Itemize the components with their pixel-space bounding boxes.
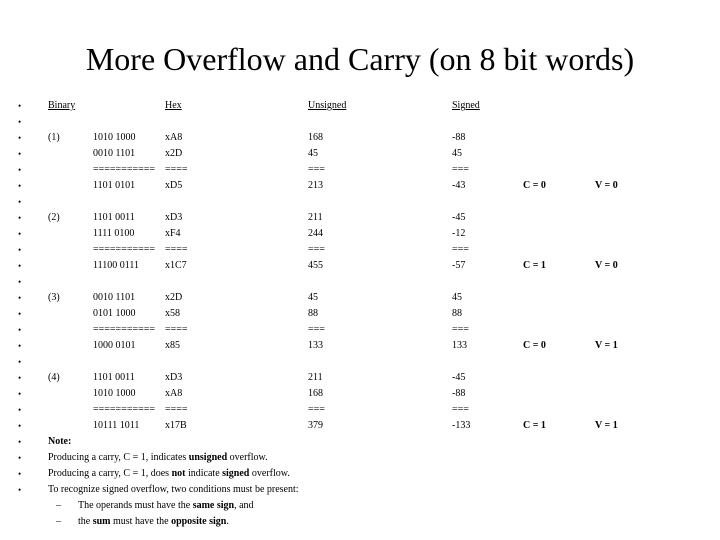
hex-value: ====	[165, 404, 188, 415]
header-signed: Signed	[452, 100, 480, 111]
note-text: overflow.	[227, 452, 268, 463]
unsigned-value: 213	[308, 180, 323, 191]
note-text: indicate	[185, 468, 223, 479]
carry-flag: C = 1	[523, 420, 546, 431]
hex-value: xD5	[165, 180, 183, 191]
hex-value: x85	[165, 340, 180, 351]
text-row	[0, 242, 720, 258]
signed-value: ===	[452, 244, 469, 255]
example-label: (2)	[48, 212, 60, 223]
binary-value: 1010 1000	[93, 132, 136, 143]
text-row	[0, 482, 720, 498]
unsigned-value: 455	[308, 260, 323, 271]
overflow-flag: V = 1	[595, 420, 618, 431]
overflow-flag: V = 0	[595, 260, 618, 271]
note-text: must have the	[110, 516, 172, 527]
text-row	[0, 98, 720, 114]
hex-value: ====	[165, 164, 188, 175]
text-row	[0, 418, 720, 434]
binary-value: 1010 1000	[93, 388, 136, 399]
hex-value: x1C7	[165, 260, 187, 271]
bullet-icon: •	[18, 245, 22, 255]
bullet-icon: •	[18, 149, 22, 159]
overflow-flag: V = 0	[595, 180, 618, 191]
bullet-icon: •	[18, 469, 22, 479]
note-line	[48, 482, 299, 498]
overflow-flag: V = 1	[595, 340, 618, 351]
hex-value: xD3	[165, 212, 183, 223]
text-row	[0, 386, 720, 402]
note-text: To recognize signed overflow, two conditions must be present:	[48, 484, 299, 495]
text-row	[0, 274, 720, 290]
bullet-icon: •	[18, 133, 22, 143]
binary-value: ===========	[93, 324, 156, 335]
binary-value: 1111 0100	[93, 228, 135, 239]
carry-flag: C = 0	[523, 180, 546, 191]
binary-value: 11100 0111	[93, 260, 140, 271]
binary-value: ===========	[93, 164, 156, 175]
signed-value: ===	[452, 404, 469, 415]
binary-value: 1101 0011	[93, 212, 135, 223]
note-text: Producing a carry, C = 1, does	[48, 468, 172, 479]
unsigned-value: 45	[308, 148, 318, 159]
unsigned-value: ===	[308, 324, 325, 335]
binary-value: 10111 1011	[93, 420, 140, 431]
signed-value: -43	[452, 180, 466, 191]
text-row	[0, 434, 720, 450]
text-row	[0, 402, 720, 418]
signed-value: ===	[452, 164, 469, 175]
note-text: overflow.	[249, 468, 290, 479]
unsigned-value: ===	[308, 164, 325, 175]
unsigned-value: 45	[308, 292, 318, 303]
bullet-icon: •	[18, 117, 22, 127]
bullet-icon: •	[18, 229, 22, 239]
bullet-icon: •	[18, 197, 22, 207]
hex-value: x2D	[165, 148, 183, 159]
binary-value: 0101 1000	[93, 308, 136, 319]
header-hex: Hex	[165, 100, 182, 111]
bullet-icon: •	[18, 261, 22, 271]
unsigned-value: 168	[308, 388, 323, 399]
signed-value: -133	[452, 420, 471, 431]
binary-value: 1101 0101	[93, 180, 136, 191]
carry-flag: C = 0	[523, 340, 546, 351]
note-line	[78, 498, 254, 514]
note-emphasis: unsigned	[188, 452, 228, 463]
binary-value: 1000 0101	[93, 340, 136, 351]
hex-value: ====	[165, 324, 188, 335]
signed-value: 88	[452, 308, 462, 319]
signed-value: 45	[452, 292, 462, 303]
unsigned-value: ===	[308, 244, 325, 255]
text-row	[0, 514, 720, 530]
signed-value: 45	[452, 148, 462, 159]
text-row	[0, 306, 720, 322]
text-row	[0, 466, 720, 482]
text-row	[0, 450, 720, 466]
bullet-icon: •	[18, 165, 22, 175]
header-binary: Binary	[48, 100, 76, 111]
hex-value: ====	[165, 244, 188, 255]
bullet-icon: •	[18, 213, 22, 223]
text-row	[0, 114, 720, 130]
hex-value: x58	[165, 308, 180, 319]
unsigned-value: 379	[308, 420, 323, 431]
text-row	[0, 290, 720, 306]
note-line	[48, 466, 290, 482]
example-label: (1)	[48, 132, 60, 143]
unsigned-value: 168	[308, 132, 323, 143]
hex-value: xA8	[165, 388, 183, 399]
text-row	[0, 354, 720, 370]
bullet-icon: •	[18, 405, 22, 415]
binary-value: ===========	[93, 244, 156, 255]
note-text: , and	[234, 500, 254, 511]
bullet-icon: •	[18, 101, 22, 111]
signed-value: -45	[452, 372, 466, 383]
note-emphasis: sum	[92, 516, 111, 527]
signed-value: -88	[452, 388, 466, 399]
bullet-icon: •	[18, 453, 22, 463]
hex-value: xA8	[165, 132, 183, 143]
signed-value: -45	[452, 212, 466, 223]
unsigned-value: 211	[308, 212, 323, 223]
unsigned-value: 88	[308, 308, 318, 319]
text-row	[0, 498, 720, 514]
example-label: (3)	[48, 292, 60, 303]
signed-value: -12	[452, 228, 466, 239]
slide-title: More Overflow and Carry (on 8 bit words)	[85, 41, 635, 77]
signed-value: -57	[452, 260, 466, 271]
bullet-icon: •	[18, 277, 22, 287]
bullet-icon: •	[18, 293, 22, 303]
text-row	[0, 370, 720, 386]
hex-value: x17B	[165, 420, 187, 431]
bullet-icon: •	[18, 437, 22, 447]
bullet-icon: •	[18, 389, 22, 399]
note-heading: Note:	[48, 436, 72, 447]
dash-bullet: –	[56, 516, 61, 527]
hex-value: xF4	[165, 228, 181, 239]
bullet-icon: •	[18, 181, 22, 191]
bullet-icon: •	[18, 485, 22, 495]
binary-value: ===========	[93, 404, 156, 415]
hex-value: xD3	[165, 372, 183, 383]
binary-value: 0010 1101	[93, 148, 136, 159]
header-unsigned: Unsigned	[308, 100, 347, 111]
text-row	[0, 178, 720, 194]
note-text: the	[78, 516, 93, 527]
dash-bullet: –	[56, 500, 61, 511]
unsigned-value: 211	[308, 372, 323, 383]
bullet-icon: •	[18, 325, 22, 335]
note-line	[48, 450, 268, 466]
hex-value: x2D	[165, 292, 183, 303]
bullet-icon: •	[18, 373, 22, 383]
text-row	[0, 194, 720, 210]
note-line	[78, 514, 229, 530]
text-row	[0, 130, 720, 146]
carry-flag: C = 1	[523, 260, 546, 271]
signed-value: -88	[452, 132, 466, 143]
text-row	[0, 338, 720, 354]
bullet-icon: •	[18, 357, 22, 367]
text-row	[0, 210, 720, 226]
signed-value: ===	[452, 324, 469, 335]
binary-value: 0010 1101	[93, 292, 136, 303]
note-text: .	[226, 516, 229, 527]
bullet-icon: •	[18, 421, 22, 431]
signed-value: 133	[452, 340, 467, 351]
note-emphasis: same sign	[192, 500, 235, 511]
note-text: Producing a carry, C = 1, indicates	[48, 452, 189, 463]
bullet-icon: •	[18, 309, 22, 319]
text-row	[0, 258, 720, 274]
bullet-icon: •	[18, 341, 22, 351]
unsigned-value: 133	[308, 340, 323, 351]
note-text: The operands must have the	[78, 500, 193, 511]
text-row	[0, 146, 720, 162]
example-label: (4)	[48, 372, 60, 383]
binary-value: 1101 0011	[93, 372, 135, 383]
note-emphasis: opposite sign	[171, 516, 227, 527]
note-emphasis: not	[171, 468, 186, 479]
text-row	[0, 322, 720, 338]
text-row	[0, 226, 720, 242]
unsigned-value: ===	[308, 404, 325, 415]
note-emphasis: signed	[222, 468, 250, 479]
text-row	[0, 162, 720, 178]
unsigned-value: 244	[308, 228, 323, 239]
